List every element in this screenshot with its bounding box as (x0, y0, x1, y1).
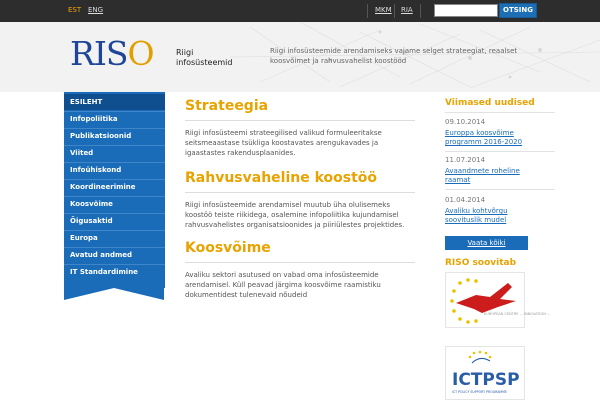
search-button[interactable]: OTSING (499, 3, 537, 18)
divider (185, 120, 415, 121)
logo-text: RIS (70, 34, 128, 73)
section-text-strateegia: Riigi infosüsteemi strateegilised valikud formuleeritakse seitsmeaastase tsükliga koostavates arengukavades ja igaastastes rakendusplaanides. (185, 129, 382, 157)
divider (394, 4, 395, 18)
nav-item-koosvoime[interactable]: Koosvõime (70, 200, 113, 208)
logo-subtitle: Riigi infosüsteemid (176, 48, 233, 67)
section-title-koosvoime[interactable]: Koosvõime (185, 240, 271, 256)
mkm-link[interactable]: MKM (375, 6, 392, 14)
header (0, 22, 600, 92)
logo-text-o: O (127, 34, 154, 73)
nav-item-europa[interactable]: Europa (70, 234, 98, 242)
nav-item-infopoliitika[interactable]: Infopoliitika (70, 115, 118, 123)
divider (445, 151, 555, 152)
news-link[interactable]: Avaandmete roheline raamat (445, 167, 520, 184)
badge-small-text: EUROPEAN CENTRE ... INNOVATION ... (484, 312, 551, 316)
section-title-strateegia[interactable]: Strateegia (185, 98, 269, 114)
nav-item-koordineerimine[interactable]: Koordineerimine (70, 183, 136, 191)
nav-item-it-standardimine[interactable]: IT Standardimine (70, 268, 138, 276)
ec-innovation-badge[interactable] (445, 272, 551, 328)
news-link[interactable]: Europpa koosvõime programm 2016-2020 (445, 129, 523, 146)
ictpsp-logo-icon (446, 347, 524, 399)
news-link[interactable]: Avaliku kohtvõrgu soovituslik mudel (445, 207, 508, 224)
news-date: 01.04.2014 (445, 196, 486, 204)
view-all-button[interactable]: Vaata kõiki (445, 236, 528, 250)
ictpsp-text: ICTPSP (452, 370, 520, 390)
nav-item-viited[interactable]: Viited (70, 149, 94, 157)
nav-ribbon-tail (64, 288, 164, 300)
sidebar-nav (64, 92, 165, 288)
ria-link[interactable]: RIA (401, 6, 413, 14)
nav-item-publikatsioonid[interactable]: Publikatsioonid (70, 132, 132, 140)
bird-flag-logo-icon (446, 273, 551, 327)
recommends-title: RISO soovitab (445, 258, 517, 268)
section-title-rahvusvaheline[interactable]: Rahvusvaheline koostöö (185, 170, 378, 186)
nav-item-avatud-andmed[interactable]: Avatud andmed (70, 251, 133, 259)
nav-item-infouhiskond[interactable]: Infoühiskond (70, 166, 122, 174)
nav-item-oigusaktid[interactable]: Õigusaktid (70, 217, 113, 225)
riso-logo[interactable] (70, 34, 154, 73)
news-date: 11.07.2014 (445, 156, 486, 164)
divider (185, 262, 415, 263)
ictpsp-badge[interactable] (445, 346, 525, 400)
section-text-koosvoime: Avaliku sektori asutused on vabad oma infosüsteemide arendamisel. Küll peavad järgima koosvõime raamistiku dokumentidest tulenevaid nõudeid (185, 271, 381, 299)
news-title: Viimased uudised (445, 98, 535, 108)
ictpsp-subtext: ICT POLICY SUPPORT PROGRAMME (452, 390, 507, 394)
section-text-rahvusvaheline: Riigi infosüsteemide arendamisel muutub üha olulisemeks koostöö teiste riikidega, osalemine infopoliitika kujundamisel rahvusvahelistes organisatsioonides ja piiriülestes projektides. (185, 201, 405, 229)
divider (445, 112, 555, 113)
search-input[interactable] (434, 4, 498, 17)
top-bar (0, 0, 600, 22)
divider (420, 4, 421, 18)
divider (445, 189, 555, 190)
header-tagline: Riigi infosüsteemide arendamiseks vajame selget strateegiat, reaalset koosvõimet ja rahvusvahelist koostööd (270, 47, 518, 65)
nav-item-esileht[interactable]: ESILEHT (64, 94, 165, 110)
lang-est-link[interactable]: EST (68, 6, 82, 14)
divider (185, 192, 415, 193)
divider (367, 4, 368, 18)
news-date: 09.10.2014 (445, 118, 486, 126)
lang-eng-link[interactable]: ENG (88, 6, 104, 14)
